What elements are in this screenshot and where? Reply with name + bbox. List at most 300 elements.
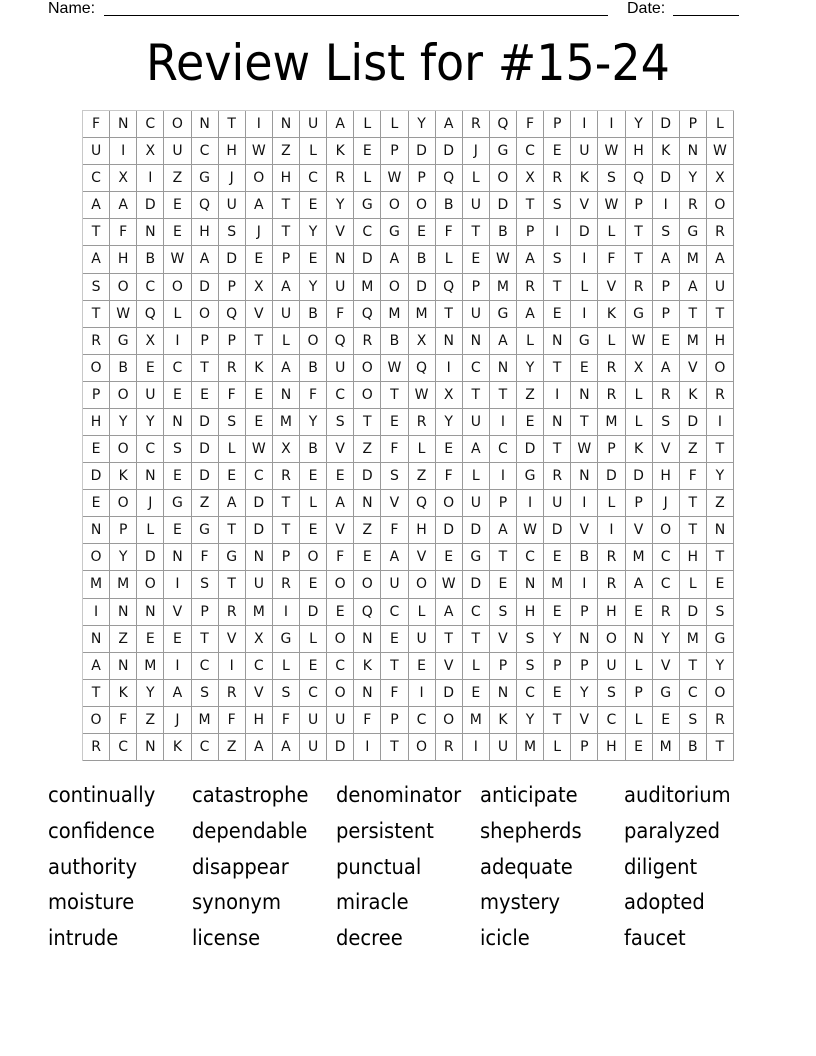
- grid-cell[interactable]: B: [110, 355, 137, 382]
- grid-cell[interactable]: P: [626, 680, 653, 707]
- grid-cell[interactable]: T: [273, 490, 300, 517]
- grid-cell[interactable]: N: [137, 599, 164, 626]
- grid-cell[interactable]: E: [571, 355, 598, 382]
- grid-cell[interactable]: T: [381, 382, 408, 409]
- grid-cell[interactable]: S: [544, 192, 571, 219]
- grid-cell[interactable]: E: [164, 626, 191, 653]
- grid-cell[interactable]: F: [110, 707, 137, 734]
- grid-cell[interactable]: R: [83, 734, 110, 761]
- grid-cell[interactable]: C: [192, 138, 219, 165]
- grid-cell[interactable]: O: [381, 192, 408, 219]
- grid-cell[interactable]: U: [571, 138, 598, 165]
- grid-cell[interactable]: H: [653, 463, 680, 490]
- grid-cell[interactable]: M: [83, 571, 110, 598]
- grid-cell[interactable]: P: [626, 192, 653, 219]
- grid-cell[interactable]: E: [164, 192, 191, 219]
- grid-cell[interactable]: X: [246, 626, 273, 653]
- grid-cell[interactable]: A: [83, 246, 110, 273]
- grid-cell[interactable]: O: [327, 680, 354, 707]
- grid-cell[interactable]: E: [327, 599, 354, 626]
- grid-cell[interactable]: W: [409, 382, 436, 409]
- grid-cell[interactable]: V: [571, 192, 598, 219]
- grid-cell[interactable]: A: [327, 111, 354, 138]
- grid-cell[interactable]: T: [544, 274, 571, 301]
- grid-cell[interactable]: H: [273, 165, 300, 192]
- grid-cell[interactable]: Q: [490, 111, 517, 138]
- grid-cell[interactable]: Z: [707, 490, 734, 517]
- grid-cell[interactable]: F: [598, 246, 625, 273]
- grid-cell[interactable]: K: [680, 382, 707, 409]
- grid-cell[interactable]: U: [490, 734, 517, 761]
- grid-cell[interactable]: S: [490, 599, 517, 626]
- grid-cell[interactable]: R: [436, 734, 463, 761]
- grid-cell[interactable]: R: [544, 463, 571, 490]
- grid-cell[interactable]: E: [436, 544, 463, 571]
- grid-cell[interactable]: R: [327, 165, 354, 192]
- grid-cell[interactable]: E: [164, 382, 191, 409]
- grid-cell[interactable]: Y: [707, 463, 734, 490]
- grid-cell[interactable]: G: [219, 544, 246, 571]
- grid-cell[interactable]: E: [409, 653, 436, 680]
- grid-cell[interactable]: T: [219, 517, 246, 544]
- grid-cell[interactable]: C: [409, 707, 436, 734]
- grid-cell[interactable]: L: [409, 599, 436, 626]
- grid-cell[interactable]: I: [273, 599, 300, 626]
- grid-cell[interactable]: A: [680, 274, 707, 301]
- grid-cell[interactable]: T: [490, 382, 517, 409]
- grid-cell[interactable]: M: [653, 734, 680, 761]
- grid-cell[interactable]: T: [707, 301, 734, 328]
- grid-cell[interactable]: R: [707, 707, 734, 734]
- grid-cell[interactable]: U: [83, 138, 110, 165]
- grid-cell[interactable]: T: [83, 219, 110, 246]
- grid-cell[interactable]: B: [490, 219, 517, 246]
- grid-cell[interactable]: Z: [164, 165, 191, 192]
- grid-cell[interactable]: H: [626, 138, 653, 165]
- grid-cell[interactable]: U: [327, 707, 354, 734]
- grid-cell[interactable]: A: [273, 734, 300, 761]
- grid-cell[interactable]: U: [381, 571, 408, 598]
- grid-cell[interactable]: E: [544, 301, 571, 328]
- grid-cell[interactable]: B: [680, 734, 707, 761]
- grid-cell[interactable]: T: [707, 544, 734, 571]
- grid-cell[interactable]: L: [354, 165, 381, 192]
- grid-cell[interactable]: I: [571, 246, 598, 273]
- grid-cell[interactable]: K: [110, 680, 137, 707]
- grid-cell[interactable]: L: [626, 707, 653, 734]
- grid-cell[interactable]: U: [300, 707, 327, 734]
- grid-cell[interactable]: E: [164, 517, 191, 544]
- grid-cell[interactable]: P: [680, 111, 707, 138]
- grid-cell[interactable]: H: [110, 246, 137, 273]
- grid-cell[interactable]: D: [653, 165, 680, 192]
- grid-cell[interactable]: K: [354, 653, 381, 680]
- grid-cell[interactable]: Q: [409, 490, 436, 517]
- grid-cell[interactable]: Q: [409, 355, 436, 382]
- grid-cell[interactable]: K: [490, 707, 517, 734]
- grid-cell[interactable]: U: [327, 274, 354, 301]
- grid-cell[interactable]: I: [598, 111, 625, 138]
- grid-cell[interactable]: C: [680, 680, 707, 707]
- grid-cell[interactable]: K: [246, 355, 273, 382]
- grid-cell[interactable]: Y: [409, 111, 436, 138]
- grid-cell[interactable]: N: [83, 626, 110, 653]
- grid-cell[interactable]: T: [544, 707, 571, 734]
- grid-cell[interactable]: G: [490, 301, 517, 328]
- grid-cell[interactable]: D: [653, 111, 680, 138]
- grid-cell[interactable]: X: [436, 382, 463, 409]
- grid-cell[interactable]: E: [626, 599, 653, 626]
- grid-cell[interactable]: E: [164, 463, 191, 490]
- grid-cell[interactable]: L: [707, 111, 734, 138]
- grid-cell[interactable]: A: [463, 436, 490, 463]
- grid-cell[interactable]: O: [164, 274, 191, 301]
- grid-cell[interactable]: S: [273, 680, 300, 707]
- grid-cell[interactable]: T: [192, 626, 219, 653]
- grid-cell[interactable]: Z: [517, 382, 544, 409]
- grid-cell[interactable]: J: [653, 490, 680, 517]
- grid-cell[interactable]: W: [598, 138, 625, 165]
- grid-cell[interactable]: O: [707, 192, 734, 219]
- grid-cell[interactable]: Q: [192, 192, 219, 219]
- grid-cell[interactable]: G: [192, 517, 219, 544]
- grid-cell[interactable]: L: [219, 436, 246, 463]
- grid-cell[interactable]: R: [707, 382, 734, 409]
- grid-cell[interactable]: Z: [409, 463, 436, 490]
- grid-cell[interactable]: M: [490, 274, 517, 301]
- grid-cell[interactable]: H: [219, 138, 246, 165]
- grid-cell[interactable]: N: [354, 680, 381, 707]
- grid-cell[interactable]: C: [192, 653, 219, 680]
- grid-cell[interactable]: P: [83, 382, 110, 409]
- grid-cell[interactable]: V: [219, 626, 246, 653]
- grid-cell[interactable]: B: [571, 544, 598, 571]
- grid-cell[interactable]: N: [273, 382, 300, 409]
- grid-cell[interactable]: T: [83, 301, 110, 328]
- grid-cell[interactable]: O: [653, 517, 680, 544]
- grid-cell[interactable]: D: [83, 463, 110, 490]
- grid-cell[interactable]: P: [110, 517, 137, 544]
- grid-cell[interactable]: I: [219, 653, 246, 680]
- grid-cell[interactable]: D: [544, 517, 571, 544]
- grid-cell[interactable]: F: [219, 707, 246, 734]
- grid-cell[interactable]: P: [571, 653, 598, 680]
- grid-cell[interactable]: A: [490, 328, 517, 355]
- grid-cell[interactable]: D: [354, 246, 381, 273]
- grid-cell[interactable]: Y: [300, 274, 327, 301]
- grid-cell[interactable]: I: [164, 328, 191, 355]
- grid-cell[interactable]: U: [273, 301, 300, 328]
- grid-cell[interactable]: F: [680, 463, 707, 490]
- grid-cell[interactable]: S: [680, 707, 707, 734]
- grid-cell[interactable]: D: [354, 463, 381, 490]
- grid-cell[interactable]: C: [164, 355, 191, 382]
- grid-cell[interactable]: N: [137, 219, 164, 246]
- grid-cell[interactable]: V: [571, 707, 598, 734]
- grid-cell[interactable]: Q: [436, 165, 463, 192]
- grid-cell[interactable]: A: [381, 246, 408, 273]
- grid-cell[interactable]: E: [653, 707, 680, 734]
- grid-cell[interactable]: G: [707, 626, 734, 653]
- grid-cell[interactable]: Y: [327, 192, 354, 219]
- grid-cell[interactable]: Q: [137, 301, 164, 328]
- grid-cell[interactable]: S: [598, 165, 625, 192]
- grid-cell[interactable]: D: [246, 490, 273, 517]
- grid-cell[interactable]: S: [192, 571, 219, 598]
- grid-cell[interactable]: S: [653, 219, 680, 246]
- grid-cell[interactable]: E: [381, 626, 408, 653]
- grid-cell[interactable]: K: [653, 138, 680, 165]
- grid-cell[interactable]: S: [517, 653, 544, 680]
- grid-cell[interactable]: W: [381, 165, 408, 192]
- grid-cell[interactable]: T: [273, 219, 300, 246]
- grid-cell[interactable]: N: [164, 544, 191, 571]
- grid-cell[interactable]: S: [219, 219, 246, 246]
- grid-cell[interactable]: N: [110, 111, 137, 138]
- grid-cell[interactable]: R: [544, 165, 571, 192]
- grid-cell[interactable]: E: [626, 734, 653, 761]
- grid-cell[interactable]: D: [327, 734, 354, 761]
- grid-cell[interactable]: I: [137, 165, 164, 192]
- grid-cell[interactable]: G: [164, 490, 191, 517]
- grid-cell[interactable]: U: [327, 355, 354, 382]
- grid-cell[interactable]: F: [436, 463, 463, 490]
- grid-cell[interactable]: F: [381, 680, 408, 707]
- grid-cell[interactable]: N: [490, 355, 517, 382]
- grid-cell[interactable]: O: [707, 680, 734, 707]
- grid-cell[interactable]: U: [463, 409, 490, 436]
- grid-cell[interactable]: U: [463, 192, 490, 219]
- grid-cell[interactable]: L: [463, 653, 490, 680]
- grid-cell[interactable]: D: [300, 599, 327, 626]
- grid-cell[interactable]: W: [571, 436, 598, 463]
- date-blank-line[interactable]: [673, 0, 739, 16]
- grid-cell[interactable]: R: [273, 463, 300, 490]
- grid-cell[interactable]: D: [192, 463, 219, 490]
- grid-cell[interactable]: E: [300, 246, 327, 273]
- grid-cell[interactable]: F: [273, 707, 300, 734]
- grid-cell[interactable]: P: [571, 734, 598, 761]
- grid-cell[interactable]: E: [300, 517, 327, 544]
- grid-cell[interactable]: Y: [137, 680, 164, 707]
- grid-cell[interactable]: E: [83, 436, 110, 463]
- grid-cell[interactable]: A: [490, 517, 517, 544]
- grid-cell[interactable]: M: [680, 246, 707, 273]
- grid-cell[interactable]: A: [192, 246, 219, 273]
- grid-cell[interactable]: Y: [571, 680, 598, 707]
- grid-cell[interactable]: I: [490, 409, 517, 436]
- grid-cell[interactable]: I: [436, 355, 463, 382]
- grid-cell[interactable]: Q: [219, 301, 246, 328]
- grid-cell[interactable]: R: [626, 274, 653, 301]
- grid-cell[interactable]: M: [110, 571, 137, 598]
- grid-cell[interactable]: H: [707, 328, 734, 355]
- grid-cell[interactable]: A: [273, 274, 300, 301]
- grid-cell[interactable]: A: [164, 680, 191, 707]
- grid-cell[interactable]: W: [598, 192, 625, 219]
- grid-cell[interactable]: Y: [707, 653, 734, 680]
- grid-cell[interactable]: C: [517, 138, 544, 165]
- grid-cell[interactable]: U: [463, 490, 490, 517]
- grid-cell[interactable]: V: [246, 301, 273, 328]
- grid-cell[interactable]: D: [680, 409, 707, 436]
- grid-cell[interactable]: E: [164, 219, 191, 246]
- grid-cell[interactable]: P: [544, 653, 571, 680]
- grid-cell[interactable]: L: [626, 653, 653, 680]
- grid-cell[interactable]: T: [192, 355, 219, 382]
- grid-cell[interactable]: E: [300, 653, 327, 680]
- grid-cell[interactable]: T: [463, 382, 490, 409]
- grid-cell[interactable]: X: [707, 165, 734, 192]
- grid-cell[interactable]: C: [300, 165, 327, 192]
- grid-cell[interactable]: W: [707, 138, 734, 165]
- grid-cell[interactable]: E: [327, 463, 354, 490]
- grid-cell[interactable]: I: [571, 490, 598, 517]
- grid-cell[interactable]: D: [436, 517, 463, 544]
- grid-cell[interactable]: O: [83, 544, 110, 571]
- grid-cell[interactable]: I: [544, 219, 571, 246]
- grid-cell[interactable]: E: [354, 138, 381, 165]
- grid-cell[interactable]: X: [517, 165, 544, 192]
- grid-cell[interactable]: M: [246, 599, 273, 626]
- grid-cell[interactable]: L: [273, 328, 300, 355]
- grid-cell[interactable]: G: [273, 626, 300, 653]
- grid-cell[interactable]: A: [517, 301, 544, 328]
- grid-cell[interactable]: H: [409, 517, 436, 544]
- grid-cell[interactable]: V: [327, 517, 354, 544]
- grid-cell[interactable]: T: [354, 409, 381, 436]
- grid-cell[interactable]: S: [327, 409, 354, 436]
- grid-cell[interactable]: T: [436, 301, 463, 328]
- grid-cell[interactable]: D: [436, 138, 463, 165]
- grid-cell[interactable]: O: [300, 544, 327, 571]
- grid-cell[interactable]: P: [219, 274, 246, 301]
- grid-cell[interactable]: X: [246, 274, 273, 301]
- grid-cell[interactable]: E: [300, 571, 327, 598]
- grid-cell[interactable]: J: [137, 490, 164, 517]
- grid-cell[interactable]: N: [436, 328, 463, 355]
- grid-cell[interactable]: C: [653, 571, 680, 598]
- grid-cell[interactable]: O: [436, 707, 463, 734]
- grid-cell[interactable]: S: [707, 599, 734, 626]
- grid-cell[interactable]: P: [219, 328, 246, 355]
- grid-cell[interactable]: Q: [436, 274, 463, 301]
- grid-cell[interactable]: T: [707, 734, 734, 761]
- grid-cell[interactable]: U: [164, 138, 191, 165]
- grid-cell[interactable]: R: [598, 355, 625, 382]
- grid-cell[interactable]: Y: [137, 409, 164, 436]
- grid-cell[interactable]: T: [273, 192, 300, 219]
- grid-cell[interactable]: M: [381, 301, 408, 328]
- grid-cell[interactable]: D: [192, 436, 219, 463]
- grid-cell[interactable]: S: [653, 409, 680, 436]
- grid-cell[interactable]: O: [110, 382, 137, 409]
- grid-cell[interactable]: E: [544, 138, 571, 165]
- grid-cell[interactable]: I: [571, 571, 598, 598]
- grid-cell[interactable]: J: [463, 138, 490, 165]
- grid-cell[interactable]: S: [164, 436, 191, 463]
- grid-cell[interactable]: O: [707, 355, 734, 382]
- grid-cell[interactable]: N: [354, 626, 381, 653]
- grid-cell[interactable]: R: [680, 192, 707, 219]
- grid-cell[interactable]: E: [436, 436, 463, 463]
- grid-cell[interactable]: X: [409, 328, 436, 355]
- grid-cell[interactable]: L: [409, 436, 436, 463]
- grid-cell[interactable]: L: [598, 490, 625, 517]
- grid-cell[interactable]: R: [598, 382, 625, 409]
- grid-cell[interactable]: R: [463, 111, 490, 138]
- grid-cell[interactable]: A: [246, 192, 273, 219]
- grid-cell[interactable]: Y: [110, 409, 137, 436]
- grid-cell[interactable]: F: [517, 111, 544, 138]
- grid-cell[interactable]: P: [490, 653, 517, 680]
- grid-cell[interactable]: C: [598, 707, 625, 734]
- grid-cell[interactable]: L: [544, 734, 571, 761]
- grid-cell[interactable]: L: [626, 382, 653, 409]
- grid-cell[interactable]: D: [436, 680, 463, 707]
- grid-cell[interactable]: R: [354, 328, 381, 355]
- grid-cell[interactable]: E: [219, 463, 246, 490]
- grid-cell[interactable]: P: [273, 544, 300, 571]
- grid-cell[interactable]: M: [544, 571, 571, 598]
- grid-cell[interactable]: X: [110, 165, 137, 192]
- grid-cell[interactable]: T: [544, 355, 571, 382]
- grid-cell[interactable]: B: [381, 328, 408, 355]
- grid-cell[interactable]: I: [571, 111, 598, 138]
- grid-cell[interactable]: P: [626, 490, 653, 517]
- grid-cell[interactable]: G: [354, 192, 381, 219]
- grid-cell[interactable]: D: [219, 246, 246, 273]
- grid-cell[interactable]: D: [463, 517, 490, 544]
- grid-cell[interactable]: C: [137, 436, 164, 463]
- grid-cell[interactable]: L: [571, 274, 598, 301]
- grid-cell[interactable]: C: [300, 680, 327, 707]
- grid-cell[interactable]: O: [436, 490, 463, 517]
- grid-cell[interactable]: N: [463, 328, 490, 355]
- grid-cell[interactable]: E: [137, 355, 164, 382]
- grid-cell[interactable]: C: [653, 544, 680, 571]
- grid-cell[interactable]: M: [598, 409, 625, 436]
- grid-cell[interactable]: L: [300, 138, 327, 165]
- grid-cell[interactable]: K: [110, 463, 137, 490]
- grid-cell[interactable]: R: [653, 599, 680, 626]
- grid-cell[interactable]: I: [707, 409, 734, 436]
- grid-cell[interactable]: O: [246, 165, 273, 192]
- grid-cell[interactable]: C: [517, 544, 544, 571]
- grid-cell[interactable]: O: [110, 274, 137, 301]
- grid-cell[interactable]: N: [544, 328, 571, 355]
- grid-cell[interactable]: C: [246, 653, 273, 680]
- grid-cell[interactable]: K: [571, 165, 598, 192]
- grid-cell[interactable]: T: [219, 571, 246, 598]
- grid-cell[interactable]: A: [517, 246, 544, 273]
- grid-cell[interactable]: R: [598, 544, 625, 571]
- grid-cell[interactable]: S: [219, 409, 246, 436]
- grid-cell[interactable]: F: [327, 544, 354, 571]
- grid-cell[interactable]: V: [680, 355, 707, 382]
- grid-cell[interactable]: I: [571, 301, 598, 328]
- grid-cell[interactable]: W: [246, 138, 273, 165]
- grid-cell[interactable]: C: [463, 599, 490, 626]
- grid-cell[interactable]: T: [219, 111, 246, 138]
- grid-cell[interactable]: D: [490, 192, 517, 219]
- grid-cell[interactable]: L: [680, 571, 707, 598]
- grid-cell[interactable]: H: [517, 599, 544, 626]
- grid-cell[interactable]: E: [490, 571, 517, 598]
- grid-cell[interactable]: T: [680, 653, 707, 680]
- grid-cell[interactable]: P: [273, 246, 300, 273]
- grid-cell[interactable]: R: [273, 571, 300, 598]
